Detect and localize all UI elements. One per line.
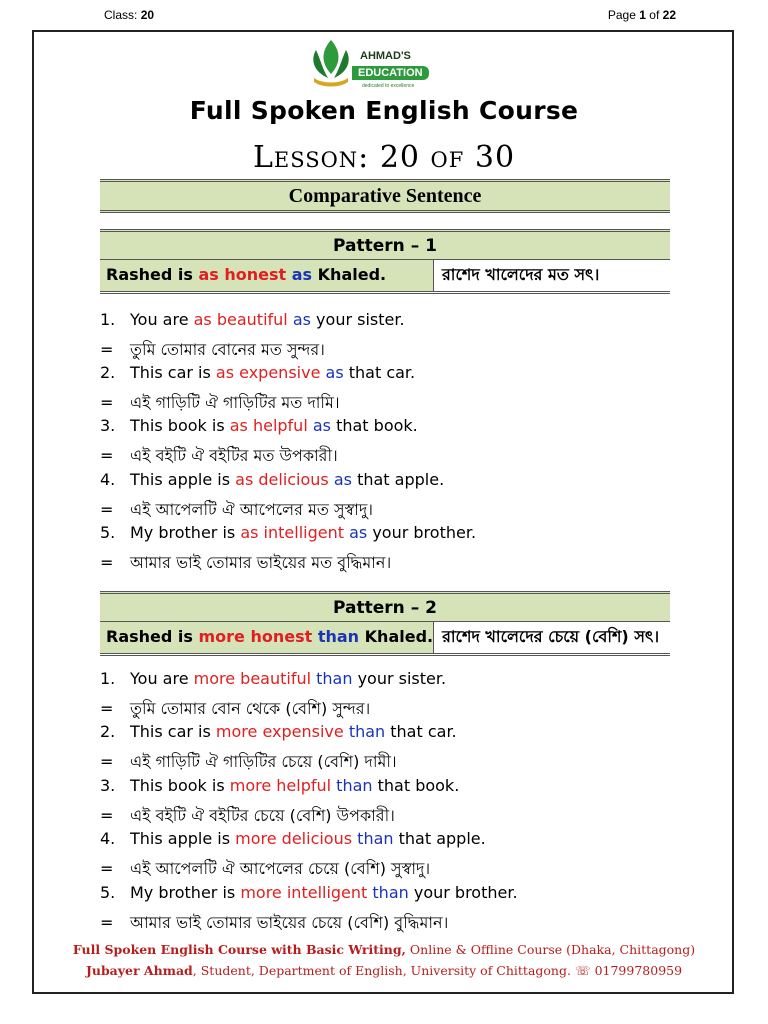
pattern-example-row: [100, 621, 670, 656]
translation-line: = আমার ভাই তোমার ভাইয়ের মত বুদ্ধিমান।: [100, 553, 392, 572]
page-indicator: Page 1 of 22: [607, 8, 676, 22]
course-title: Full Spoken English Course: [189, 96, 579, 125]
list-item: 3. This book is more helpful than that book.: [100, 776, 460, 795]
translation-line: = এই বইটি ঐ বইটির মত উপকারী।: [100, 446, 338, 465]
pattern-example-english: Rashed is as honest as Khaled.: [100, 260, 434, 291]
list-item: 1. You are as beautiful as your sister.: [100, 310, 405, 329]
translation-line: = এই গাড়িটি ঐ গাড়িটির মত দামি।: [100, 393, 340, 412]
translation-line: = এই বইটি ঐ বইটির চেয়ে (বেশি) উপকারী।: [100, 806, 395, 825]
translation-line: = এই গাড়িটি ঐ গাড়িটির চেয়ে (বেশি) দামী।: [100, 752, 397, 771]
list-item: 2. This car is more expensive than that car.: [100, 722, 457, 741]
logo-text-bottom: EDUCATION: [352, 66, 429, 80]
class-label: Class: 20: [104, 8, 155, 22]
pattern-heading: Pattern – 2: [100, 591, 670, 621]
translation-line: = এই আপেলটি ঐ আপেলের মত সুস্বাদু।: [100, 500, 374, 519]
pattern-example-english: Rashed is more honest than Khaled.: [100, 622, 434, 653]
pattern-example-row: [100, 259, 670, 294]
translation-line: = তুমি তোমার বোন থেকে (বেশি) সুন্দর।: [100, 699, 371, 718]
pattern-example-bangla: রাশেদ খালেদের চেয়ে (বেশি) সৎ।: [434, 622, 670, 653]
list-item: 5. My brother is more intelligent than your brother.: [100, 883, 518, 902]
translation-line: = আমার ভাই তোমার ভাইয়ের চেয়ে (বেশি) বুদ্ধিমান।: [100, 913, 449, 932]
translation-line: = তুমি তোমার বোনের মত সুন্দর।: [100, 340, 325, 359]
logo-tagline: dedicated to excellence: [362, 83, 415, 89]
topic-heading: Comparative Sentence: [100, 179, 670, 213]
phone-icon: ☏: [574, 963, 591, 978]
translation-line: = এই আপেলটি ঐ আপেলের চেয়ে (বেশি) সুস্বাদু।: [100, 859, 431, 878]
class-number: 20: [140, 8, 155, 22]
footer-line-2: Jubayer Ahmad, Student, Department of English, University of Chittagong. ☏ 01799780959: [85, 963, 683, 978]
lesson-title: Lesson: 20 of 30: [252, 140, 516, 175]
leaf-logo-icon: [306, 36, 356, 90]
list-item: 2. This car is as expensive as that car.: [100, 363, 416, 382]
pattern-1-box: [100, 229, 670, 294]
list-item: 4. This apple is more delicious than that apple.: [100, 829, 486, 848]
list-item: 5. My brother is as intelligent as your brother.: [100, 523, 477, 542]
pattern-heading: Pattern – 1: [100, 229, 670, 259]
phone-number: 01799780959: [594, 963, 683, 978]
footer-line-1: Full Spoken English Course with Basic Writing, Online & Offline Course (Dhaka, Chittagong): [72, 942, 696, 957]
logo-text-top: AHMAD'S: [360, 50, 411, 62]
pattern-example-bangla: রাশেদ খালেদের মত সৎ।: [434, 260, 670, 291]
list-item: 4. This apple is as delicious as that apple.: [100, 470, 445, 489]
pattern-2-box: [100, 591, 670, 656]
list-item: 3. This book is as helpful as that book.: [100, 416, 418, 435]
logo: [306, 36, 456, 94]
list-item: 1. You are more beautiful than your sister.: [100, 669, 447, 688]
